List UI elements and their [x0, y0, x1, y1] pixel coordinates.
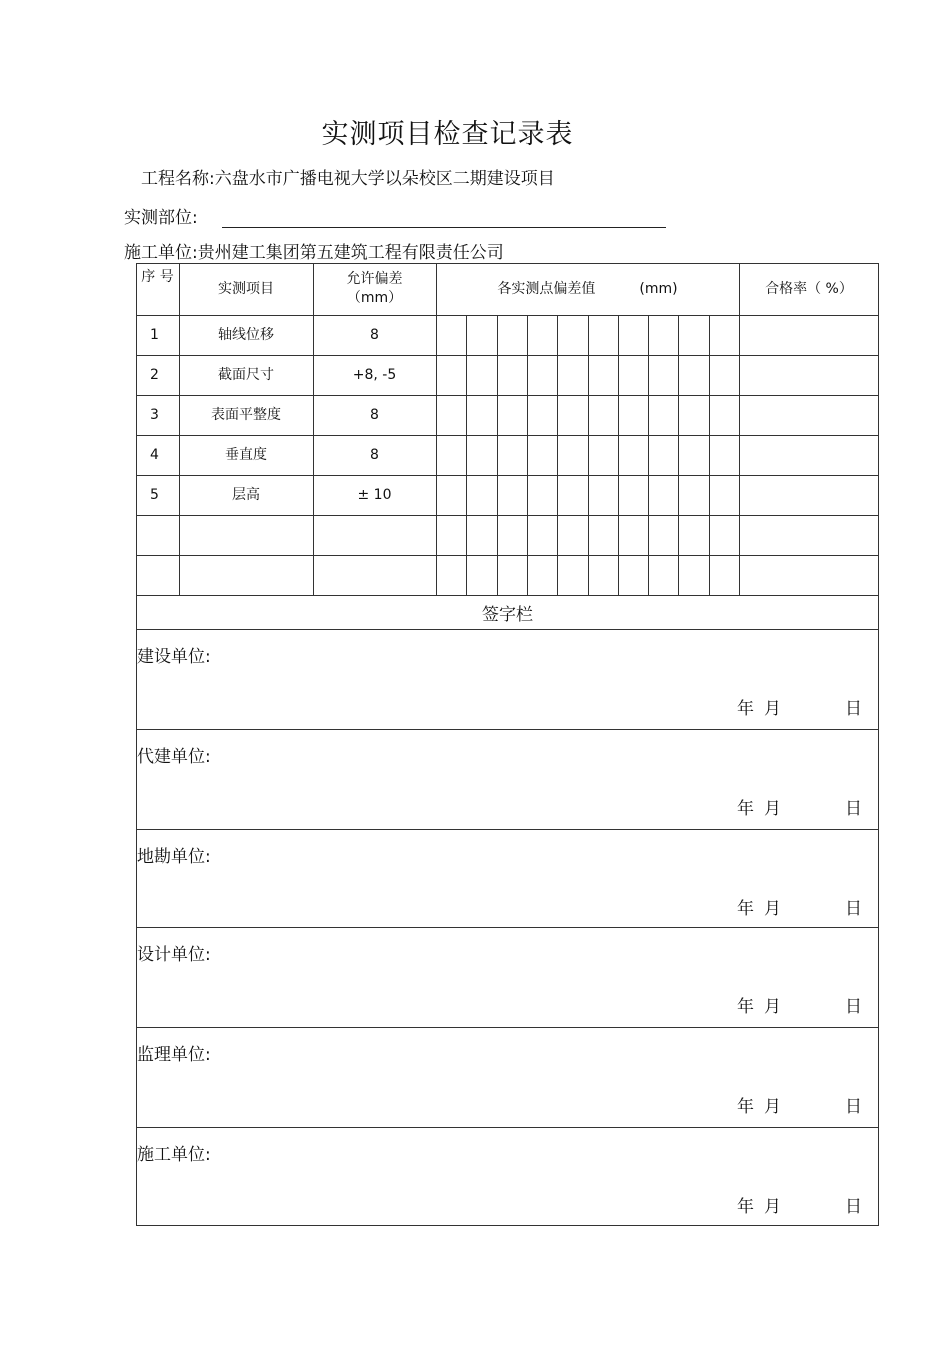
header-deviation-label: 各实测点偏差值 — [497, 281, 596, 298]
date-year: 年 — [737, 899, 754, 919]
signature-date — [737, 1092, 862, 1117]
project-name-label: 工程名称: — [141, 169, 215, 189]
date-month: 月 — [764, 699, 781, 719]
table-row-line — [136, 595, 879, 596]
date-month: 月 — [764, 1097, 781, 1117]
header-item: 实测项目 — [218, 281, 274, 298]
date-month: 月 — [764, 899, 781, 919]
measure-point-column-line — [678, 315, 679, 595]
table-row-line — [136, 395, 879, 396]
table-row-line — [136, 435, 879, 436]
signature-row-line — [136, 1127, 879, 1128]
cell-tolerance: 8 — [370, 446, 379, 463]
signature-org-label: 建设单位: — [137, 647, 211, 667]
date-year: 年 — [737, 997, 754, 1017]
measured-location-line — [124, 203, 666, 228]
cell-item: 垂直度 — [225, 446, 267, 463]
signature-row-line — [136, 629, 879, 630]
cell-tolerance: 8 — [370, 326, 379, 343]
measure-point-column-line — [588, 315, 589, 595]
cell-item: 截面尺寸 — [218, 366, 274, 383]
cell-tolerance: 8 — [370, 406, 379, 423]
cell-seq: 2 — [150, 366, 159, 383]
signature-org-label: 地勘单位: — [137, 847, 211, 867]
signature-date — [737, 694, 862, 719]
signature-section-title: 签字栏 — [482, 605, 533, 625]
cell-seq: 3 — [150, 406, 159, 423]
measure-point-column-line — [648, 315, 649, 595]
date-day: 日 — [845, 799, 862, 819]
header-deviation-unit: (mm) — [639, 281, 678, 298]
cell-item: 层高 — [232, 486, 260, 503]
measure-point-column-line — [618, 315, 619, 595]
table-row-line — [136, 475, 879, 476]
date-day: 日 — [845, 899, 862, 919]
measure-point-column-line — [497, 315, 498, 595]
table-row-line — [136, 515, 879, 516]
date-month: 月 — [764, 997, 781, 1017]
signature-org-label: 监理单位: — [137, 1045, 211, 1065]
date-year: 年 — [737, 799, 754, 819]
page-title: 实测项目检查记录表 — [321, 119, 574, 150]
date-month: 月 — [764, 799, 781, 819]
header-pass-rate: 合格率（ %） — [765, 281, 853, 298]
table-column-line — [739, 263, 740, 595]
table-row-line — [136, 355, 879, 356]
cell-seq: 5 — [150, 486, 159, 503]
signature-date — [737, 894, 862, 919]
signature-row-line — [136, 1027, 879, 1028]
header-tolerance-line1: 允许偏差 — [346, 270, 403, 287]
date-day: 日 — [845, 699, 862, 719]
date-day: 日 — [845, 1197, 862, 1217]
measure-point-column-line — [709, 315, 710, 595]
header-tolerance — [313, 262, 436, 315]
date-year: 年 — [737, 699, 754, 719]
date-year: 年 — [737, 1197, 754, 1217]
signature-row-line — [136, 829, 879, 830]
date-day: 日 — [845, 1097, 862, 1117]
signature-org-label: 施工单位: — [137, 1145, 211, 1165]
signature-row-line — [136, 927, 879, 928]
contractor-line — [124, 238, 504, 263]
cell-tolerance: +8, -5 — [352, 366, 397, 383]
signature-date — [737, 992, 862, 1017]
project-name-value: 六盘水市广播电视大学以朵校区二期建设项目 — [214, 169, 555, 189]
signature-row-line — [136, 729, 879, 730]
cell-tolerance: ± 10 — [357, 486, 392, 503]
signature-date — [737, 794, 862, 819]
cell-item: 表面平整度 — [211, 406, 281, 423]
contractor-value: 贵州建工集团第五建筑工程有限责任公司 — [197, 243, 504, 263]
table-column-line — [179, 263, 180, 595]
table-row-line — [136, 555, 879, 556]
cell-seq: 1 — [150, 326, 159, 343]
signature-date — [737, 1192, 862, 1217]
table-column-line — [313, 263, 314, 595]
header-deviation — [436, 264, 739, 315]
header-tolerance-line2: （mm） — [346, 289, 403, 306]
measure-point-column-line — [527, 315, 528, 595]
cell-seq: 4 — [150, 446, 159, 463]
header-seq: 序 号 — [141, 268, 174, 285]
measure-point-column-line — [466, 315, 467, 595]
measure-point-column-line — [557, 315, 558, 595]
signature-org-label: 设计单位: — [137, 945, 211, 965]
table-column-line — [436, 263, 437, 595]
project-name-line — [141, 164, 555, 189]
date-day: 日 — [845, 997, 862, 1017]
signature-org-label: 代建单位: — [137, 747, 211, 767]
measured-location-blank — [222, 209, 666, 228]
contractor-label: 施工单位: — [124, 243, 198, 263]
date-year: 年 — [737, 1097, 754, 1117]
table-row-line — [136, 315, 879, 316]
cell-item: 轴线位移 — [218, 326, 274, 343]
date-month: 月 — [764, 1197, 781, 1217]
measured-location-label: 实测部位: — [124, 208, 198, 228]
